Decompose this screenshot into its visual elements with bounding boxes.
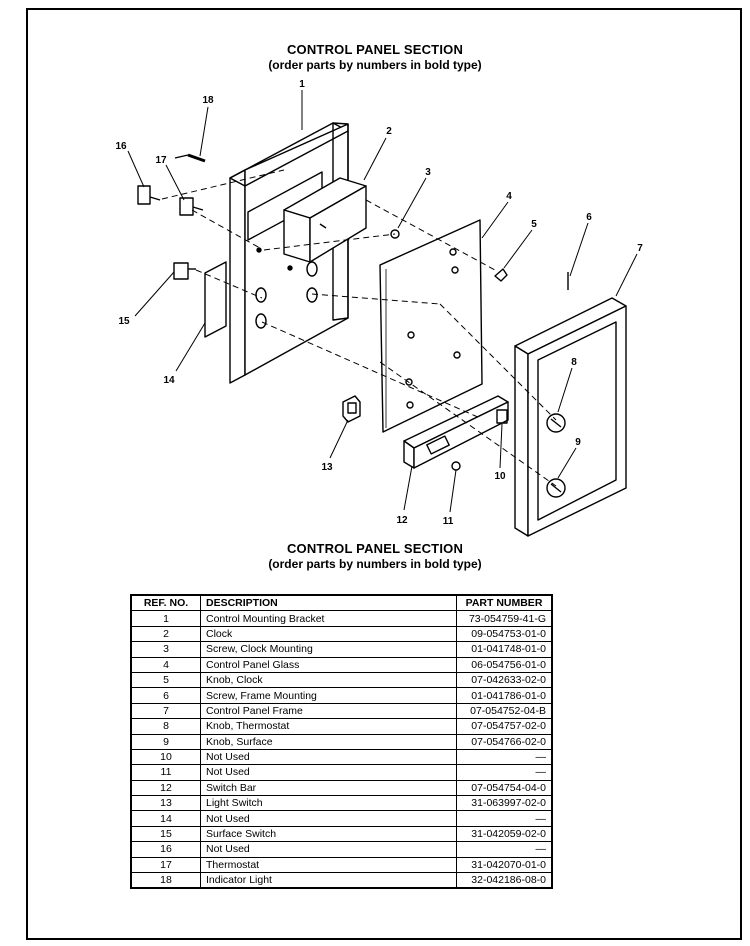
callout-4: 4 bbox=[506, 191, 512, 202]
callout-11: 11 bbox=[442, 516, 454, 527]
clock-knob-drawing bbox=[495, 269, 507, 281]
description-cell: Screw, Frame Mounting bbox=[201, 688, 457, 703]
part-number-cell: 01-041748-01-0 bbox=[457, 642, 553, 657]
table-subtitle: (order parts by numbers in bold type) bbox=[268, 557, 482, 571]
callout-14: 14 bbox=[163, 375, 175, 386]
table-row bbox=[131, 719, 552, 734]
callout-16: 16 bbox=[115, 141, 127, 152]
part-number-cell: 07-054757-02-0 bbox=[457, 719, 553, 734]
ref-no-cell: 14 bbox=[131, 811, 201, 826]
control-panel-glass-drawing bbox=[380, 220, 482, 432]
description-cell: Not Used bbox=[201, 811, 457, 826]
ref-no-header: REF. NO. bbox=[131, 595, 201, 611]
description-cell: Not Used bbox=[201, 765, 457, 780]
part-number-cell: 07-054766-02-0 bbox=[457, 734, 553, 749]
part-number-cell: 31-042059-02-0 bbox=[457, 826, 553, 841]
part-number-cell: — bbox=[457, 842, 553, 857]
table-row bbox=[131, 672, 552, 687]
table-row bbox=[131, 796, 552, 811]
diagram-title: CONTROL PANEL SECTION bbox=[286, 42, 464, 57]
part-number-cell: 73-054759-41-G bbox=[457, 611, 553, 626]
table-title-block bbox=[0, 541, 750, 571]
callout-12: 12 bbox=[396, 515, 408, 526]
part-number-header: PART NUMBER bbox=[457, 595, 553, 611]
ref-no-cell: 15 bbox=[131, 826, 201, 841]
ref-no-cell: 10 bbox=[131, 749, 201, 764]
table-row bbox=[131, 873, 552, 889]
callout-8: 8 bbox=[571, 357, 577, 368]
callout-5: 5 bbox=[531, 219, 537, 230]
part-number-cell: 31-063997-02-0 bbox=[457, 796, 553, 811]
table-row bbox=[131, 826, 552, 841]
callout-3: 3 bbox=[425, 167, 431, 178]
ref-no-cell: 16 bbox=[131, 842, 201, 857]
ref-no-cell: 17 bbox=[131, 857, 201, 872]
callout-15: 15 bbox=[118, 316, 130, 327]
description-cell: Control Panel Glass bbox=[201, 657, 457, 672]
table-row bbox=[131, 703, 552, 718]
ref-no-cell: 11 bbox=[131, 765, 201, 780]
table-title: CONTROL PANEL SECTION bbox=[286, 541, 464, 556]
part-number-cell: — bbox=[457, 765, 553, 780]
part-number-cell: 01-041786-01-0 bbox=[457, 688, 553, 703]
surface-switch-drawing bbox=[174, 263, 196, 279]
description-cell: Knob, Surface bbox=[201, 734, 457, 749]
callout-17: 17 bbox=[155, 155, 167, 166]
callout-10: 10 bbox=[494, 471, 506, 482]
description-cell: Knob, Clock bbox=[201, 672, 457, 687]
part-number-cell: 06-054756-01-0 bbox=[457, 657, 553, 672]
table-row bbox=[131, 626, 552, 641]
ref-no-cell: 3 bbox=[131, 642, 201, 657]
ref-no-cell: 12 bbox=[131, 780, 201, 795]
table-row bbox=[131, 842, 552, 857]
part-number-cell: 07-054754-04-0 bbox=[457, 780, 553, 795]
description-cell: Not Used bbox=[201, 749, 457, 764]
parts-table bbox=[130, 594, 553, 889]
description-cell: Knob, Thermostat bbox=[201, 719, 457, 734]
table-row bbox=[131, 857, 552, 872]
ref-no-cell: 9 bbox=[131, 734, 201, 749]
thermostat-drawing bbox=[180, 198, 203, 215]
callout-2: 2 bbox=[386, 126, 392, 137]
not-used-switch-16-drawing bbox=[138, 186, 160, 204]
table-row bbox=[131, 642, 552, 657]
ref-no-cell: 4 bbox=[131, 657, 201, 672]
table-row bbox=[131, 811, 552, 826]
part-number-cell: 07-042633-02-0 bbox=[457, 672, 553, 687]
ref-no-cell: 8 bbox=[131, 719, 201, 734]
not-used-11-drawing bbox=[452, 462, 460, 470]
description-cell: Screw, Clock Mounting bbox=[201, 642, 457, 657]
part-number-cell: 31-042070-01-0 bbox=[457, 857, 553, 872]
part-number-cell: — bbox=[457, 749, 553, 764]
ref-no-cell: 5 bbox=[131, 672, 201, 687]
table-row bbox=[131, 657, 552, 672]
callout-9: 9 bbox=[575, 437, 581, 448]
part-number-cell: 32-042186-08-0 bbox=[457, 873, 553, 889]
diagram-subtitle: (order parts by numbers in bold type) bbox=[268, 58, 482, 72]
description-cell: Light Switch bbox=[201, 796, 457, 811]
table-row bbox=[131, 780, 552, 795]
description-cell: Control Panel Frame bbox=[201, 703, 457, 718]
part-number-cell: — bbox=[457, 811, 553, 826]
ref-no-cell: 18 bbox=[131, 873, 201, 889]
description-cell: Thermostat bbox=[201, 857, 457, 872]
ref-no-cell: 2 bbox=[131, 626, 201, 641]
description-header: DESCRIPTION bbox=[201, 595, 457, 611]
part-number-cell: 09-054753-01-0 bbox=[457, 626, 553, 641]
ref-no-cell: 13 bbox=[131, 796, 201, 811]
ref-no-cell: 1 bbox=[131, 611, 201, 626]
control-panel-frame-drawing bbox=[515, 298, 626, 536]
description-cell: Control Mounting Bracket bbox=[201, 611, 457, 626]
callout-6: 6 bbox=[586, 212, 592, 223]
ref-no-cell: 6 bbox=[131, 688, 201, 703]
table-row bbox=[131, 734, 552, 749]
callout-7: 7 bbox=[637, 243, 643, 254]
part-number-cell: 07-054752-04-B bbox=[457, 703, 553, 718]
callout-1: 1 bbox=[299, 79, 305, 90]
description-cell: Surface Switch bbox=[201, 826, 457, 841]
ref-no-cell: 7 bbox=[131, 703, 201, 718]
callout-13: 13 bbox=[321, 462, 333, 473]
parts-table-header-row bbox=[131, 595, 552, 611]
description-cell: Clock bbox=[201, 626, 457, 641]
table-row bbox=[131, 765, 552, 780]
table-row bbox=[131, 749, 552, 764]
light-switch-drawing bbox=[343, 396, 360, 422]
callout-18: 18 bbox=[202, 95, 214, 106]
mounting-plate-drawing bbox=[205, 262, 226, 337]
description-cell: Not Used bbox=[201, 842, 457, 857]
parts-table-body bbox=[131, 611, 552, 889]
description-cell: Indicator Light bbox=[201, 873, 457, 889]
table-row bbox=[131, 688, 552, 703]
table-row bbox=[131, 611, 552, 626]
description-cell: Switch Bar bbox=[201, 780, 457, 795]
